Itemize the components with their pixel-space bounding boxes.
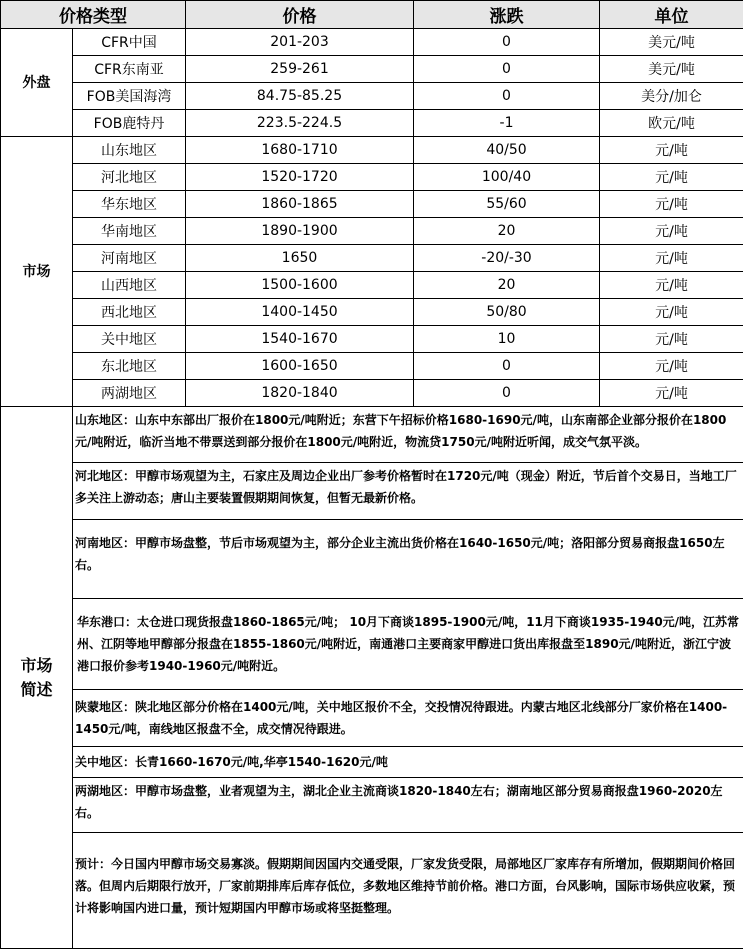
row-unit: 元/吨: [600, 245, 743, 272]
group-label-overseas: 外盘: [1, 29, 73, 137]
table-row: [1, 245, 743, 272]
row-unit: 元/吨: [600, 326, 743, 353]
row-unit: 元/吨: [600, 164, 743, 191]
row-name: CFR中国: [73, 29, 186, 56]
table-row: [1, 83, 743, 110]
row-name: 两湖地区: [73, 380, 186, 407]
row-change: 0: [414, 29, 600, 56]
note-shaanxi-inner-mongolia: 陕蒙地区：陕北地区部分价格在1400元/吨，关中地区报价不全，交投情况待跟进。内蒙古地区北线部分厂家价格在1400-1450元/吨，南线地区报盘不全，成交情况待跟进。: [73, 690, 743, 747]
row-price: 259-261: [186, 56, 414, 83]
row-unit: 元/吨: [600, 380, 743, 407]
row-change: 55/60: [414, 191, 600, 218]
row-change: 0: [414, 353, 600, 380]
row-name: CFR东南亚: [73, 56, 186, 83]
table-row: [1, 110, 743, 137]
row-change: 10: [414, 326, 600, 353]
note-row: [1, 778, 743, 833]
row-price: 1650: [186, 245, 414, 272]
row-price: 201-203: [186, 29, 414, 56]
row-price: 84.75-85.25: [186, 83, 414, 110]
note-forecast: 预计：今日国内甲醇市场交易寡淡。假期期间因国内交通受限，厂家发货受限，局部地区厂家库存有所增加，假期期间价格回落。但周内后期限行放开，厂家前期排库后库存低位，多数地区维持节前价格。港口方面，台风影响，国际市场供应收紧，预计将影响国内进口量，预计短期国内甲醇市场或将坚挺整理。: [73, 833, 743, 949]
row-price: 1520-1720: [186, 164, 414, 191]
row-name: 河北地区: [73, 164, 186, 191]
row-price: 1500-1600: [186, 272, 414, 299]
row-name: 西北地区: [73, 299, 186, 326]
row-change: 40/50: [414, 137, 600, 164]
note-row: [1, 833, 743, 949]
note-east-china-port: 华东港口：太仓进口现货报盘1860-1865元/吨； 10月下商谈1895-1900元/吨，11月下商谈1935-1940元/吨，江苏常州、江阴等地甲醇部分报盘在1855-1860元/吨附近，南通港口主要商家甲醇进口货出库报盘至1890元/吨附近，浙江宁波港口报价参考1940-1960元/吨附近。: [73, 599, 743, 690]
note-row: [1, 747, 743, 778]
row-price: 1680-1710: [186, 137, 414, 164]
row-unit: 元/吨: [600, 218, 743, 245]
row-unit: 元/吨: [600, 191, 743, 218]
summary-label-line2: 简述: [1, 678, 72, 702]
row-name: 华东地区: [73, 191, 186, 218]
header-row: [1, 1, 743, 29]
table-row: [1, 272, 743, 299]
row-change: 20: [414, 218, 600, 245]
row-price: 1540-1670: [186, 326, 414, 353]
row-unit: 元/吨: [600, 299, 743, 326]
row-change: -1: [414, 110, 600, 137]
table-row: [1, 29, 743, 56]
table-row: [1, 164, 743, 191]
row-change: 0: [414, 56, 600, 83]
note-row: [1, 463, 743, 520]
row-change: -20/-30: [414, 245, 600, 272]
row-name: 山东地区: [73, 137, 186, 164]
group-label-summary: [1, 407, 73, 949]
row-change: 0: [414, 83, 600, 110]
note-hebei: 河北地区：甲醇市场观望为主，石家庄及周边企业出厂参考价格暂时在1720元/吨（现金）附近，节后首个交易日，当地工厂多关注上游动态；唐山主要装置假期期间恢复，但暂无最新价格。: [73, 463, 743, 520]
table-row: [1, 326, 743, 353]
row-change: 100/40: [414, 164, 600, 191]
row-change: 50/80: [414, 299, 600, 326]
row-price: 1860-1865: [186, 191, 414, 218]
row-unit: 元/吨: [600, 272, 743, 299]
note-row: [1, 690, 743, 747]
row-price: 1600-1650: [186, 353, 414, 380]
note-row: [1, 599, 743, 690]
summary-label-line1: 市场: [1, 654, 72, 678]
row-name: FOB美国海湾: [73, 83, 186, 110]
note-guanzhong: 关中地区：长青1660-1670元/吨,华亭1540-1620元/吨: [73, 747, 743, 778]
table-row: [1, 137, 743, 164]
note-lianghu: 两湖地区：甲醇市场盘整，业者观望为主，湖北企业主流商谈1820-1840左右；湖南地区部分贸易商报盘1960-2020左右。: [73, 778, 743, 833]
row-price: 223.5-224.5: [186, 110, 414, 137]
row-unit: 欧元/吨: [600, 110, 743, 137]
row-name: 华南地区: [73, 218, 186, 245]
table-row: [1, 353, 743, 380]
row-price: 1890-1900: [186, 218, 414, 245]
row-price: 1820-1840: [186, 380, 414, 407]
row-name: 关中地区: [73, 326, 186, 353]
note-row: [1, 520, 743, 599]
table-row: [1, 56, 743, 83]
note-shandong: 山东地区：山东中东部出厂报价在1800元/吨附近；东营下午招标价格1680-1690元/吨，山东南部企业部分报价在1800元/吨附近，临沂当地不带票送到部分报价在1800元/吨附近，物流贷1750元/吨附近听闻，成交气氛平淡。: [73, 407, 743, 463]
header-change: 涨跌: [414, 1, 600, 29]
row-unit: 元/吨: [600, 353, 743, 380]
row-unit: 元/吨: [600, 137, 743, 164]
row-change: 20: [414, 272, 600, 299]
row-name: FOB鹿特丹: [73, 110, 186, 137]
row-name: 山西地区: [73, 272, 186, 299]
row-unit: 美元/吨: [600, 29, 743, 56]
row-unit: 美分/加仑: [600, 83, 743, 110]
row-change: 0: [414, 380, 600, 407]
header-unit: 单位: [600, 1, 743, 29]
group-label-market: 市场: [1, 137, 73, 407]
header-price-type: 价格类型: [1, 1, 186, 29]
table-row: [1, 299, 743, 326]
note-row: [1, 407, 743, 463]
header-price: 价格: [186, 1, 414, 29]
note-henan: 河南地区：甲醇市场盘整，节后市场观望为主，部分企业主流出货价格在1640-1650元/吨；洛阳部分贸易商报盘1650左右。: [73, 520, 743, 599]
row-name: 河南地区: [73, 245, 186, 272]
row-price: 1400-1450: [186, 299, 414, 326]
row-name: 东北地区: [73, 353, 186, 380]
table-row: [1, 191, 743, 218]
table-row: [1, 218, 743, 245]
row-unit: 美元/吨: [600, 56, 743, 83]
table-row: [1, 380, 743, 407]
